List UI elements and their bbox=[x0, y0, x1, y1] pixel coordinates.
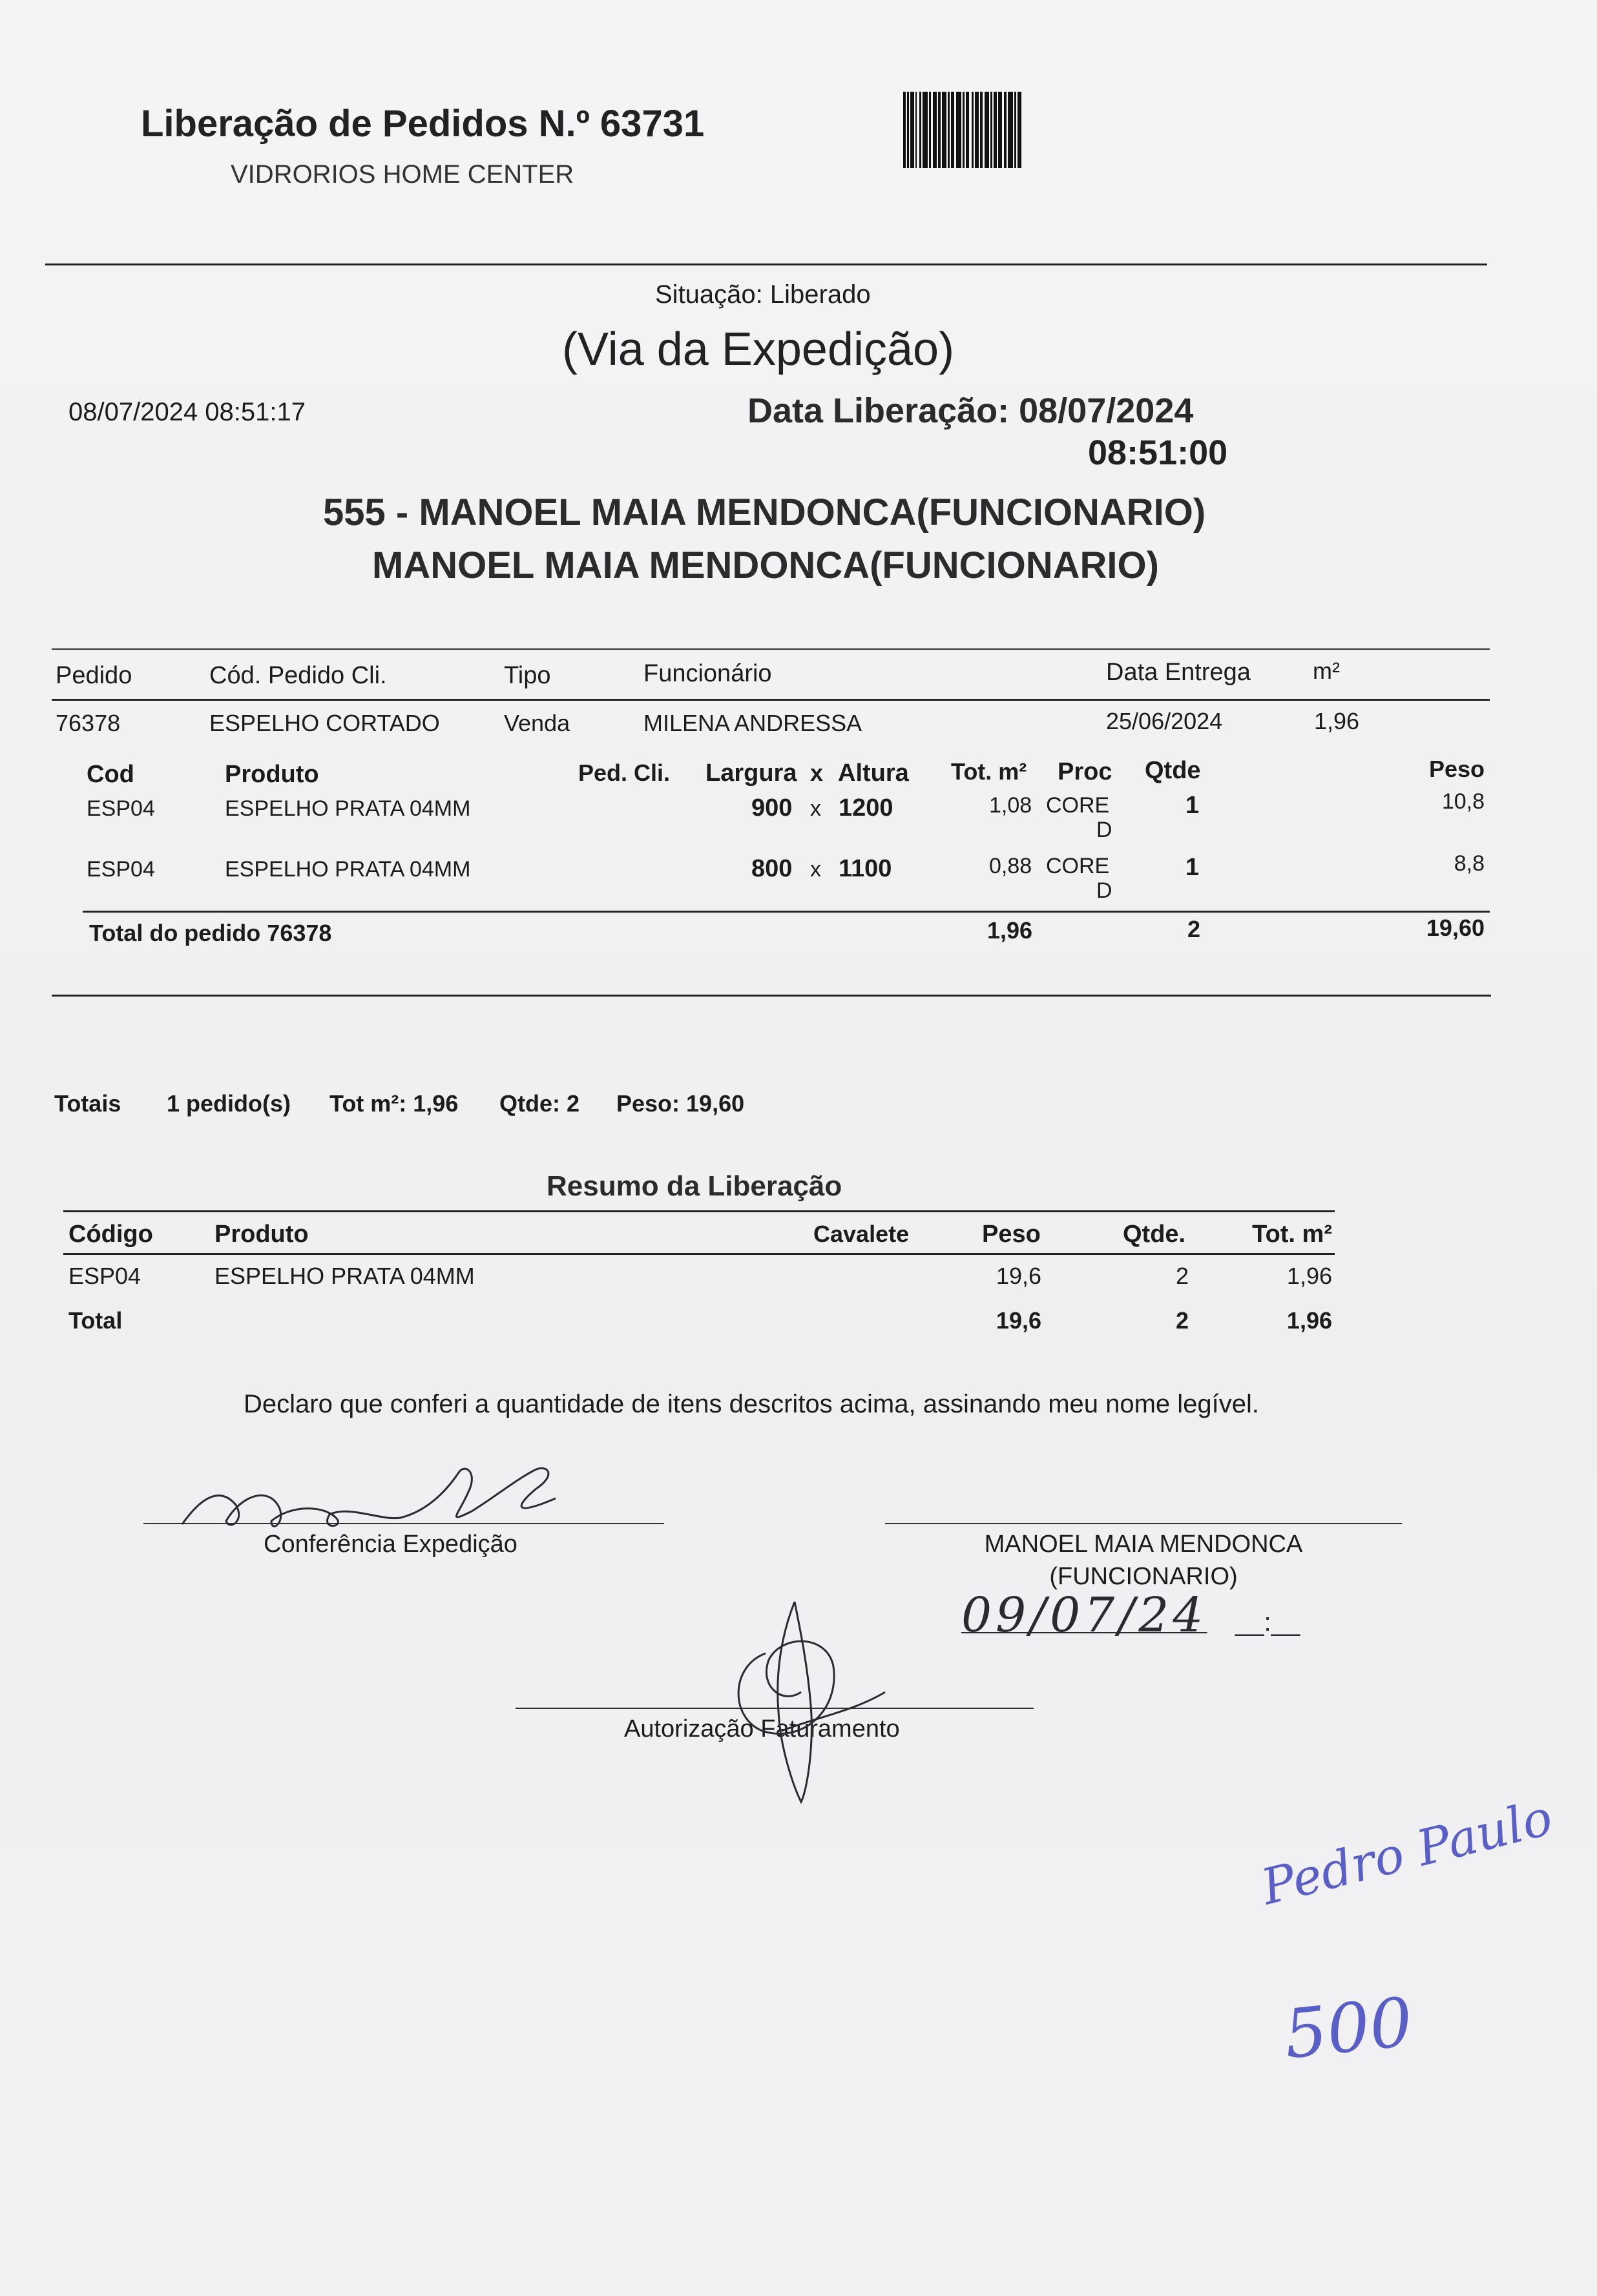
totals-qtde: Qtde: 2 bbox=[499, 1090, 580, 1117]
signature-name-line1: MANOEL MAIA MENDONCA bbox=[984, 1531, 1303, 1558]
order-tipo: Venda bbox=[504, 710, 570, 736]
summary-title: Resumo da Liberação bbox=[547, 1170, 842, 1202]
order-funcionario: MILENA ANDRESSA bbox=[643, 710, 862, 736]
signature-conferencia-ink bbox=[174, 1460, 588, 1544]
header-divider bbox=[45, 264, 1487, 265]
summary-header-peso: Peso bbox=[982, 1221, 1041, 1248]
item-header-tot-m2: Tot. m² bbox=[951, 758, 1027, 785]
col-header-tipo: Tipo bbox=[504, 662, 551, 689]
summary-total-tot-m2: 1,96 bbox=[1286, 1307, 1332, 1334]
item-2-qtde: 1 bbox=[1185, 854, 1200, 881]
item-1-x: x bbox=[810, 796, 821, 821]
item-header-altura: Altura bbox=[838, 760, 909, 787]
handwritten-note-number: 500 bbox=[1280, 1982, 1417, 2074]
item-header-cod: Cod bbox=[87, 761, 134, 788]
col-header-data-entrega: Data Entrega bbox=[1106, 659, 1251, 686]
item-header-produto: Produto bbox=[225, 761, 319, 788]
item-2-tot-m2: 0,88 bbox=[989, 854, 1032, 878]
client-line-2: MANOEL MAIA MENDONCA(FUNCIONARIO) bbox=[372, 544, 1159, 586]
col-header-funcionario: Funcionário bbox=[643, 660, 772, 687]
item-header-qtde: Qtde bbox=[1145, 757, 1201, 784]
summary-row-tot-m2: 1,96 bbox=[1286, 1263, 1332, 1289]
item-header-ped-cli: Ped. Cli. bbox=[578, 760, 671, 786]
totals-peso: Peso: 19,60 bbox=[616, 1090, 745, 1117]
printed-timestamp: 08/07/2024 08:51:17 bbox=[68, 398, 306, 426]
summary-header-produto: Produto bbox=[214, 1221, 309, 1248]
orders-top-rule bbox=[52, 648, 1490, 650]
orders-bottom-rule bbox=[52, 995, 1491, 997]
item-2-proc-cont: D bbox=[1096, 878, 1112, 903]
signature-name-line2: (FUNCIONARIO) bbox=[1049, 1563, 1238, 1590]
order-total-m2: 1,96 bbox=[987, 917, 1033, 944]
summary-row-produto: ESPELHO PRATA 04MM bbox=[214, 1263, 475, 1289]
handwritten-note-name: Pedro Paulo bbox=[1256, 1788, 1558, 1916]
handwritten-time-blank: __:__ bbox=[1235, 1608, 1300, 1637]
totals-pedidos: 1 pedido(s) bbox=[167, 1090, 291, 1117]
item-2-proc: CORE bbox=[1046, 854, 1110, 878]
summary-row-peso: 19,6 bbox=[996, 1263, 1041, 1289]
summary-row-codigo: ESP04 bbox=[68, 1263, 141, 1289]
signature-label-autorizacao: Autorização Faturamento bbox=[624, 1715, 900, 1743]
client-line-1: 555 - MANOEL MAIA MENDONCA(FUNCIONARIO) bbox=[323, 491, 1206, 533]
declaration-text: Declaro que conferi a quantidade de itens descritos acima, assinando meu nome legível. bbox=[244, 1390, 1260, 1418]
totals-m2: Tot m²: 1,96 bbox=[329, 1090, 459, 1117]
company-name: VIDRORIOS HOME CENTER bbox=[231, 160, 574, 189]
signature-autorizacao-ink bbox=[704, 1595, 892, 1808]
item-1-peso: 10,8 bbox=[1441, 789, 1485, 814]
summary-header-qtde: Qtde. bbox=[1123, 1221, 1186, 1248]
items-total-rule bbox=[83, 911, 1490, 913]
order-data-entrega: 25/06/2024 bbox=[1106, 708, 1223, 734]
item-1-proc-cont: D bbox=[1096, 818, 1112, 842]
col-header-cod-cli: Cód. Pedido Cli. bbox=[209, 662, 387, 689]
orders-header-rule bbox=[52, 699, 1490, 701]
col-header-pedido: Pedido bbox=[56, 662, 132, 689]
item-1-tot-m2: 1,08 bbox=[989, 793, 1032, 818]
document-title: Liberação de Pedidos N.º 63731 bbox=[141, 103, 705, 145]
order-total-qtde: 2 bbox=[1187, 916, 1201, 942]
summary-header-rule bbox=[63, 1253, 1335, 1255]
item-2-cod: ESP04 bbox=[87, 857, 155, 882]
order-m2: 1,96 bbox=[1314, 708, 1360, 734]
release-time: 08:51:00 bbox=[1088, 433, 1228, 472]
item-1-produto: ESPELHO PRATA 04MM bbox=[225, 796, 471, 821]
item-2-x: x bbox=[810, 857, 821, 882]
order-cod-cli: ESPELHO CORTADO bbox=[209, 710, 440, 736]
col-header-m2: m² bbox=[1313, 657, 1340, 684]
summary-header-cavalete: Cavalete bbox=[813, 1221, 910, 1247]
item-header-proc: Proc bbox=[1058, 758, 1112, 785]
handwritten-date: 09/07/24 bbox=[961, 1588, 1207, 1643]
item-header-peso: Peso bbox=[1428, 756, 1485, 782]
signature-label-conferencia: Conferência Expedição bbox=[264, 1531, 517, 1558]
summary-top-rule bbox=[63, 1210, 1335, 1212]
item-1-qtde: 1 bbox=[1185, 792, 1200, 819]
item-2-peso: 8,8 bbox=[1454, 851, 1485, 876]
copy-label: (Via da Expedição) bbox=[562, 324, 955, 375]
item-1-proc: CORE bbox=[1046, 793, 1110, 818]
summary-header-codigo: Código bbox=[68, 1221, 153, 1248]
item-2-altura: 1100 bbox=[839, 855, 892, 882]
order-total-label: Total do pedido 76378 bbox=[89, 920, 332, 946]
summary-total-peso: 19,6 bbox=[996, 1307, 1041, 1334]
signature-line-funcionario bbox=[885, 1523, 1402, 1524]
summary-header-tot-m2: Tot. m² bbox=[1252, 1221, 1332, 1248]
barcode bbox=[903, 92, 1156, 169]
summary-total-label: Total bbox=[68, 1307, 123, 1334]
item-2-largura: 800 bbox=[751, 855, 793, 882]
summary-total-qtde: 2 bbox=[1175, 1307, 1189, 1334]
item-header-largura: Largura bbox=[705, 760, 797, 787]
item-1-cod: ESP04 bbox=[87, 796, 155, 821]
item-2-produto: ESPELHO PRATA 04MM bbox=[225, 857, 471, 882]
item-1-altura: 1200 bbox=[839, 794, 893, 822]
summary-row-qtde: 2 bbox=[1175, 1263, 1189, 1289]
totals-label: Totais bbox=[54, 1090, 121, 1117]
order-total-peso: 19,60 bbox=[1426, 915, 1485, 941]
release-date: Data Liberação: 08/07/2024 bbox=[747, 391, 1194, 430]
status-text: Situação: Liberado bbox=[655, 280, 871, 309]
item-1-largura: 900 bbox=[751, 794, 793, 822]
order-pedido: 76378 bbox=[56, 710, 121, 736]
item-header-x: x bbox=[810, 760, 824, 786]
